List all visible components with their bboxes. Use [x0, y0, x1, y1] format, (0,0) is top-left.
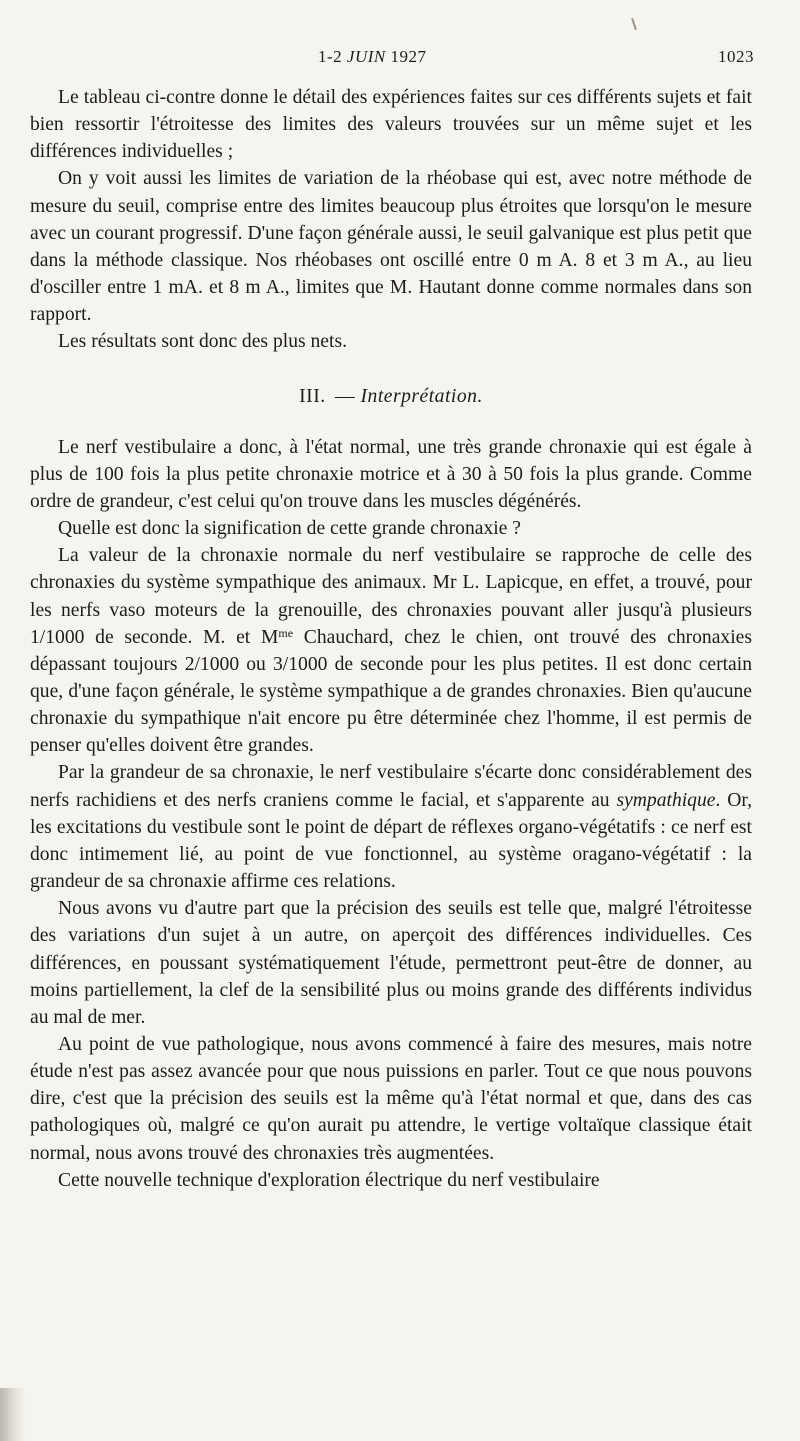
section-dash: — [335, 385, 356, 407]
issue-month: JUIN [346, 47, 386, 66]
section-title: Interprétation. [360, 385, 483, 407]
paragraph: On y voit aussi les limites de variation de la rhéobase qui est, avec notre méthode de mesure du seuil, comprise entre des limites beaucoup plus étroites que lorsqu'on le mesure avec un courant progressif. D'une façon générale aussi, le seuil galvanique est plus petit que dans la méthode classique. Nos rhéobases ont oscillé entre 0 m A. 8 et 3 m A., au lieu d'osciller entre 1 mA. et 8 m A., limites que M. Hautant donne comme normales dans son rapport. [30, 168, 752, 326]
issue-date: 1-2 JUIN 1927 [318, 47, 427, 66]
page-edge-shadow [0, 1388, 26, 1441]
paragraph: Le nerf vestibulaire a donc, à l'état normal, une très grande chronaxie qui est égale à plus de 100 fois la plus petite chronaxie motrice et à 30 à 50 fois la plus grande. Comme ordre de grandeur, c'est celui qu'on trouve dans les muscles dégénérés. [30, 436, 752, 512]
page-number: 1023 [718, 47, 754, 66]
paragraph: Nous avons vu d'autre part que la précision des seuils est telle que, malgré l'étroitesse des variations d'un sujet à un autre, on aperçoit des différences individuelles. Ces différences, en poussant systématiquement l'étude, permettront peut-être de donner, au moins partiellement, la clef de la sensibilité plus ou moins grande des différents individus au mal de mer. [30, 898, 752, 1028]
section-number: III. [299, 385, 326, 407]
paragraph: Au point de vue pathologique, nous avons commencé à faire des mesures, mais notre étude n'est pas assez avancée pour que nous puissions en parler. Tout ce que nous pouvons dire, c'est que la précision des seuils est la même qu'à l'état normal et que, dans des cas pathologiques où, malgré ce qu'on aurait pu attendre, le vertige voltaïque classique était normal, nous avons trouvé des chronaxies très augmentées. [30, 1034, 752, 1164]
margin-tick-mark [631, 18, 637, 30]
paragraph-continued: Cette nouvelle technique d'exploration électrique du nerf vestibulaire [58, 1169, 600, 1191]
italic-sympathique: sympathique [616, 789, 716, 811]
paragraph: Les résultats sont donc des plus nets. [58, 331, 347, 353]
article-body [30, 84, 752, 1194]
paragraph-grandeur: Par la grandeur de sa chronaxie, le nerf vestibulaire s'écarte donc considérablement des nerfs rachidiens et des nerfs craniens comme le facial, et s'apparente au sympathique. Or, les excitations du vestibule sont le point de départ de réflexes organo-végétatifs : ce nerf est donc intimement lié, au point de vue fonctionnel, au système oragano-végétatif : la grandeur de sa chronaxie affirme ces relations. [30, 762, 752, 893]
paragraph-lapicque: La valeur de la chronaxie normale du nerf vestibulaire se rapproche de celle des chronaxies du système sympathique des animaux. Mr L. Lapicque, en effet, a trouvé, pour les nerfs vaso moteurs de la grenouille, des chronaxies pouvant aller jusqu'à plusieurs 1/1000 de seconde. M. et $M^{me}$ Chauchard, chez le chien, ont trouvé des chronaxies dépassant toujours 2/1000 ou 3/1000 de seconde pour les plus petites. Il est donc certain que, d'une façon générale, le système sympathique a de grandes chronaxies. Bien qu'aucune chronaxie du sympathique n'ait encore pu être déterminée chez l'homme, il est permis de penser qu'elles doivent être grandes. [30, 545, 752, 757]
running-head [0, 47, 800, 73]
superscript-me: me [278, 625, 294, 640]
section-heading [30, 384, 752, 410]
paragraph: Quelle est donc la signification de cette grande chronaxie ? [58, 518, 521, 540]
paragraph: Le tableau ci-contre donne le détail des expériences faites sur ces différents sujets et fait bien ressortir l'étroitesse des limites des valeurs trouvées sur un même sujet et les différences individuelles ; [30, 87, 752, 163]
